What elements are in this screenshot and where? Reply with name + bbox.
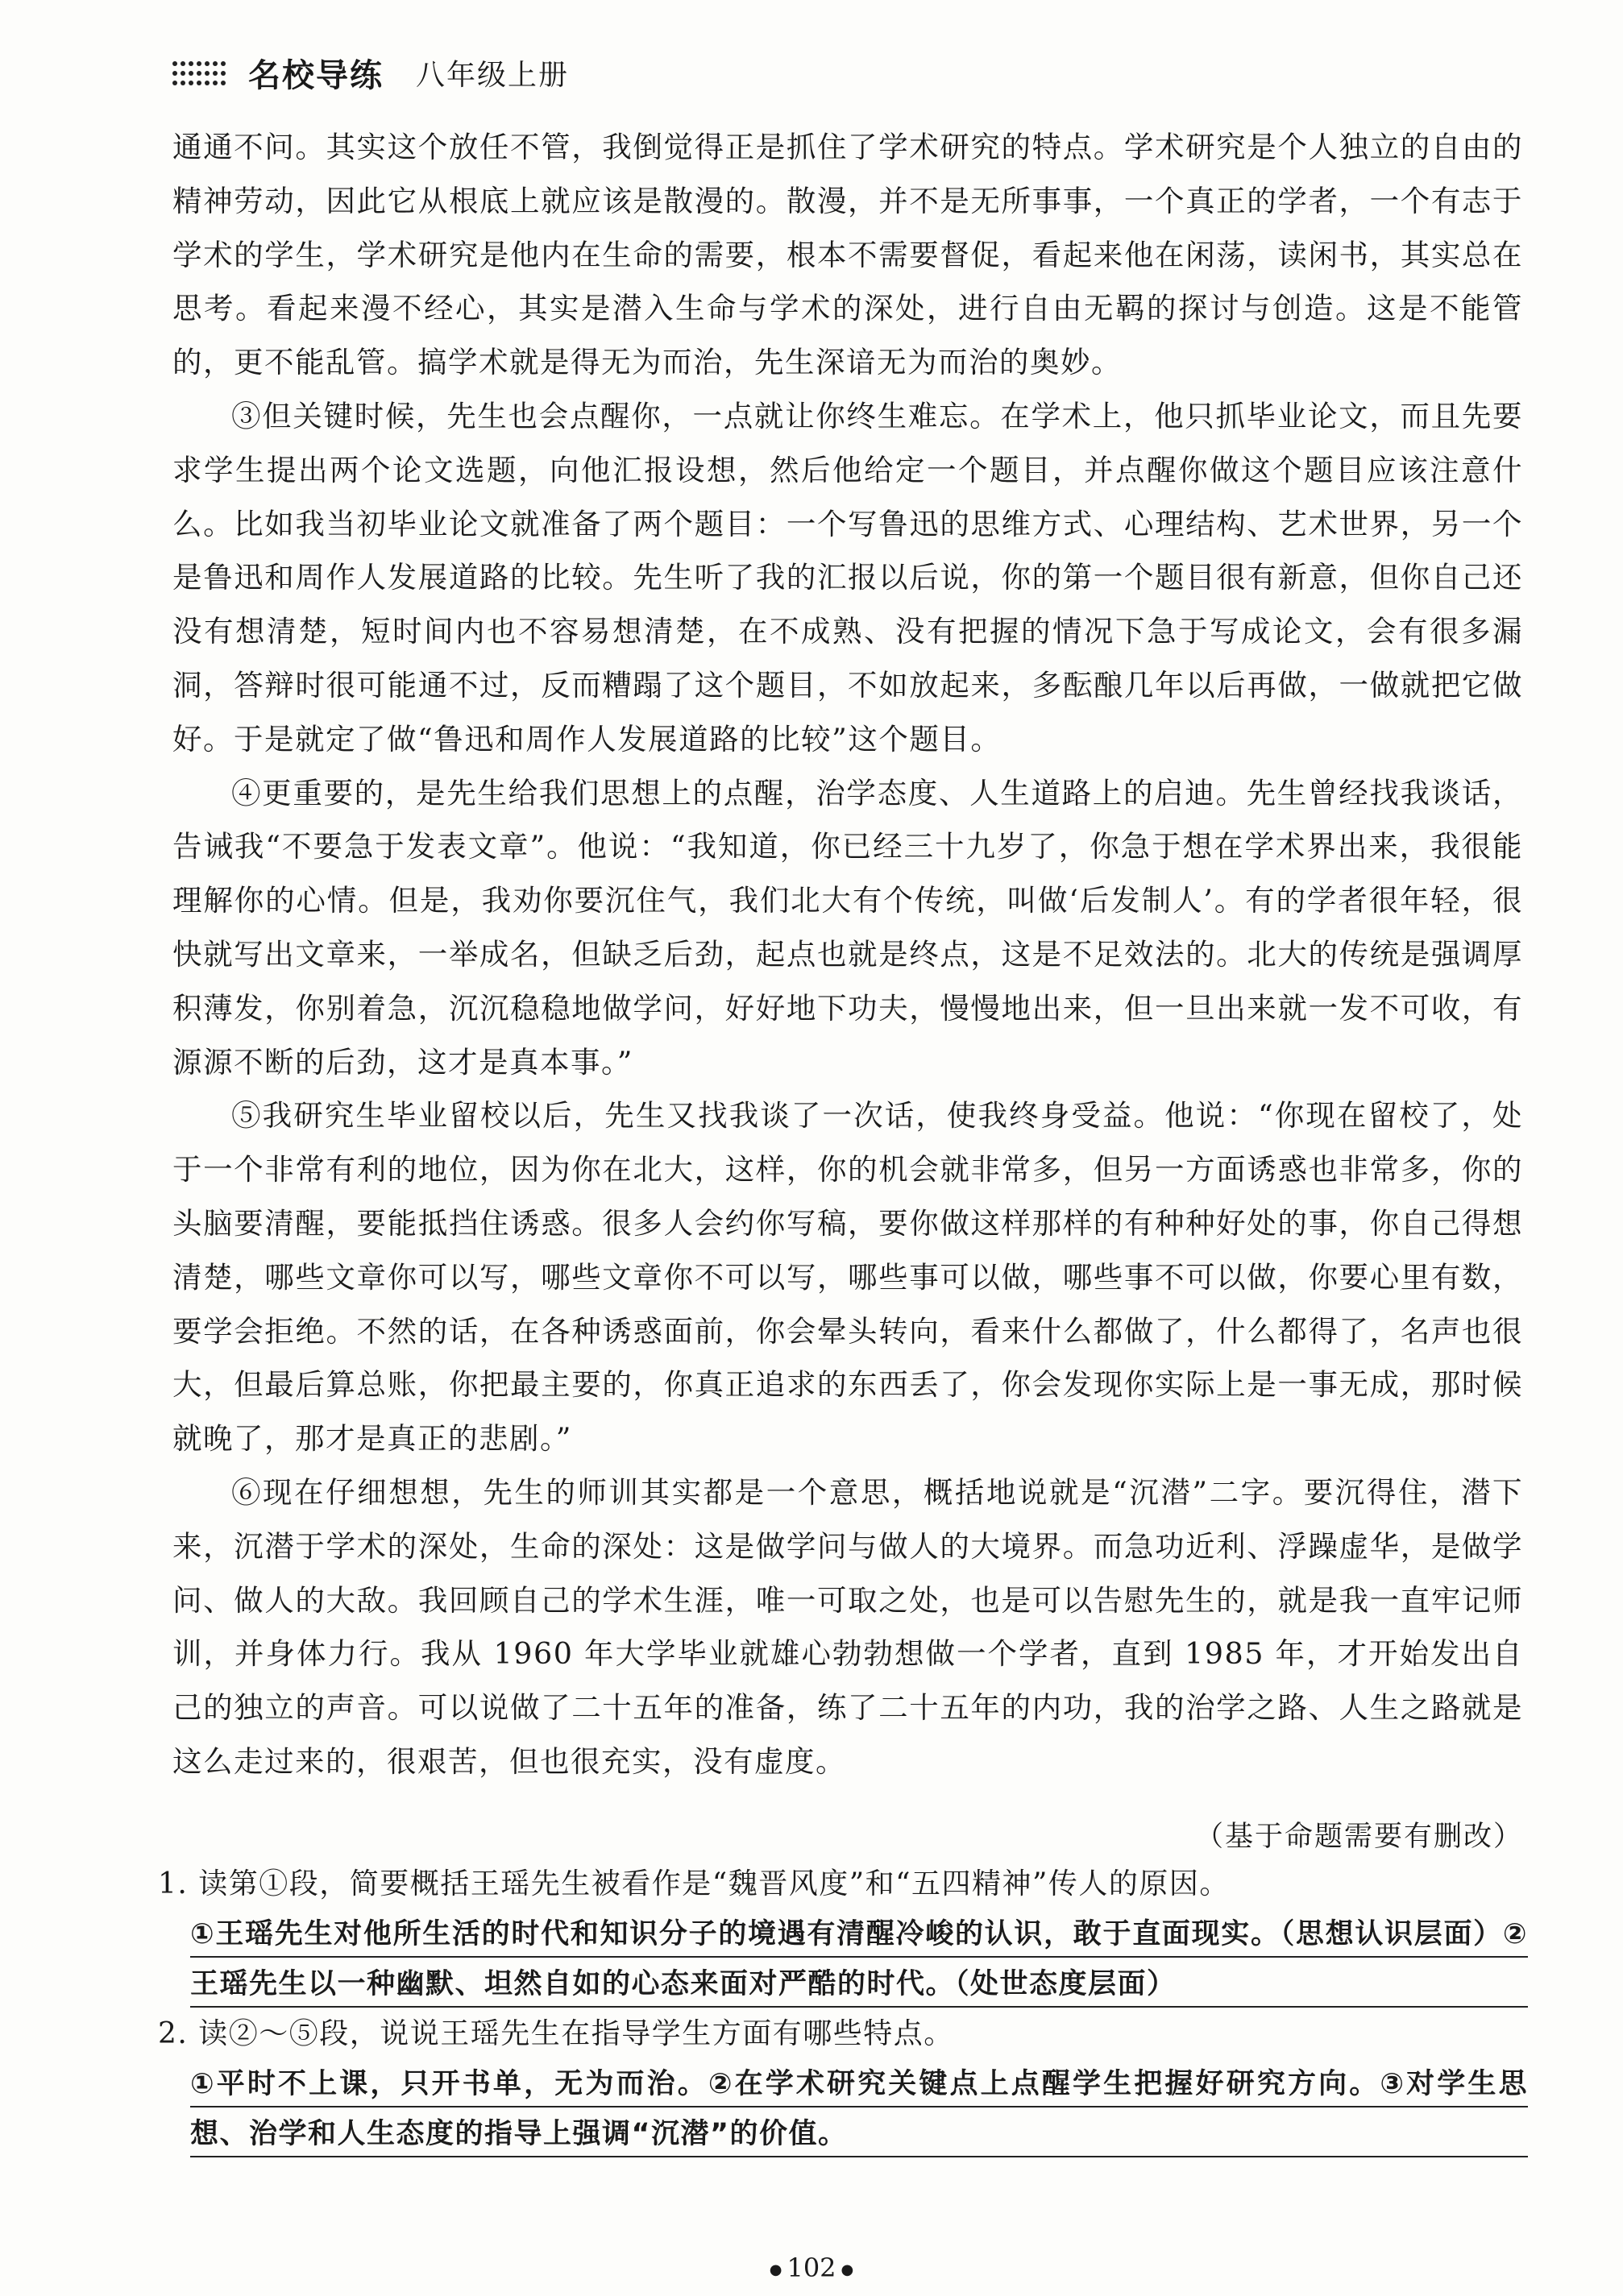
paragraph: ⑥现在仔细想想，先生的师训其实都是一个意思，概括地说就是“沉潜”二字。要沉得住，潜下来，沉潜于学术的深处，生命的深处：这是做学问与做人的大境界。而急功近利、浮躁虚华，是做学问、做人的大敌。我回顾自己的学术生涯，唯一可取之处，也是可以告慰先生的，就是我一直牢记师训，并身体力行。我从 1960 年大学毕业就雄心勃勃想做一个学者，直到 1985 年，才开始发出自己的独立的声音。可以说做了二十五年的准备，练了二十五年的内功，我的治学之路、人生之路就是这么走过来的，很艰苦，但也很充实，没有虚度。 bbox=[172, 1474, 1523, 1779]
dot-icon: ● bbox=[841, 2261, 854, 2278]
dot-icon: ● bbox=[769, 2261, 782, 2278]
question-2: 2. 读②～⑤段，说说王瑶先生在指导学生方面有哪些特点。 bbox=[158, 2017, 954, 2050]
page-number: ● 102 ● bbox=[769, 2252, 854, 2283]
questions-section bbox=[158, 1859, 1552, 2159]
page-header bbox=[171, 50, 569, 96]
book-title: 名校导练 bbox=[248, 57, 384, 94]
paragraph: ③但关键时候，先生也会点醒你，一点就让你终生难忘。在学术上，他只抓毕业论文，而且先要求学生提出两个论文选题，向他汇报设想，然后他给定一个题目，并点醒你做这个题目应该注意什么。比如我当初毕业论文就准备了两个题目：一个写鲁迅的思维方式、心理结构、艺术世界，另一个是鲁迅和周作人发展道路的比较。先生听了我的汇报以后说，你的第一个题目很有新意，但你自己还没有想清楚，短时间内也不容易想清楚，在不成熟、没有把握的情况下急于写成论文，会有很多漏洞，答辩时很可能通不过，反而糟蹋了这个题目，不如放起来，多酝酿几年以后再做，一做就把它做好。于是就定了做“鲁迅和周作人发展道路的比较”这个题目。 bbox=[172, 398, 1523, 756]
dot-grid-icon bbox=[171, 57, 230, 89]
answer-1: ①王瑶先生对他所生活的时代和知识分子的境遇有清醒冷峻的认识，敢于直面现实。（思想认识层面）②王瑶先生以一种幽默、坦然自如的心态来面对严酷的时代。（处世态度层面） bbox=[190, 1909, 1528, 2009]
paragraph: 通通不问。其实这个放任不管，我倒觉得正是抓住了学术研究的特点。学术研究是个人独立的自由的精神劳动，因此它从根底上就应该是散漫的。散漫，并不是无所事事，一个真正的学者，一个有志于学术的学生，学术研究是他内在生命的需要，根本不需要督促，看起来他在闲荡，读闲书，其实总在思考。看起来漫不经心，其实是潜入生命与学术的深处，进行自由无羁的探讨与创造。这是不能管的，更不能乱管。搞学术就是得无为而治，先生深谙无为而治的奥妙。 bbox=[172, 130, 1523, 380]
answer-2: ①平时不上课，只开书单，无为而治。②在学术研究关键点上点醒学生把握好研究方向。③对学生思想、治学和人生态度的指导上强调“沉潜”的价值。 bbox=[190, 2059, 1528, 2159]
source-note: （基于命题需要有删改） bbox=[1194, 1821, 1523, 1853]
paragraph: ④更重要的，是先生给我们思想上的点醒，治学态度、人生道路上的启迪。先生曾经找我谈话，告诫我“不要急于发表文章”。他说：“我知道，你已经三十九岁了，你急于想在学术界出来，我很能理解你的心情。但是，我劝你要沉住气，我们北大有个传统，叫做‘后发制人’。有的学者很年轻，很快就写出文章来，一举成名，但缺乏后劲，起点也就是终点，这是不足效法的。北大的传统是强调厚积薄发，你别着急，沉沉稳稳地做学问，好好地下功夫，慢慢地出来，但一旦出来就一发不可收，有源源不断的后劲，这才是真本事。” bbox=[172, 775, 1523, 1080]
grade-label: 八年级上册 bbox=[416, 59, 570, 92]
paragraph: ⑤我研究生毕业留校以后，先生又找我谈了一次话，使我终身受益。他说：“你现在留校了，处于一个非常有利的地位，因为你在北大，这样，你的机会就非常多，但另一方面诱惑也非常多，你的头脑要清醒，要能抵挡住诱惑。很多人会约你写稿，要你做这样那样的有种种好处的事，你自己得想清楚，哪些文章你可以写，哪些文章你不可以写，哪些事可以做，哪些事不可以做，你要心里有数，要学会拒绝。不然的话，在各种诱惑面前，你会晕头转向，看来什么都做了，什么都得了，名声也很大，但最后算总账，你把最主要的，你真正追求的东西丢了，你会发现你实际上是一事无成，那时候就晚了，那才是真正的悲剧。” bbox=[172, 1098, 1523, 1457]
question-1: 1. 读第①段，简要概括王瑶先生被看作是“魏晋风度”和“五四精神”传人的原因。 bbox=[158, 1867, 1230, 1900]
article-body bbox=[172, 121, 1523, 1789]
